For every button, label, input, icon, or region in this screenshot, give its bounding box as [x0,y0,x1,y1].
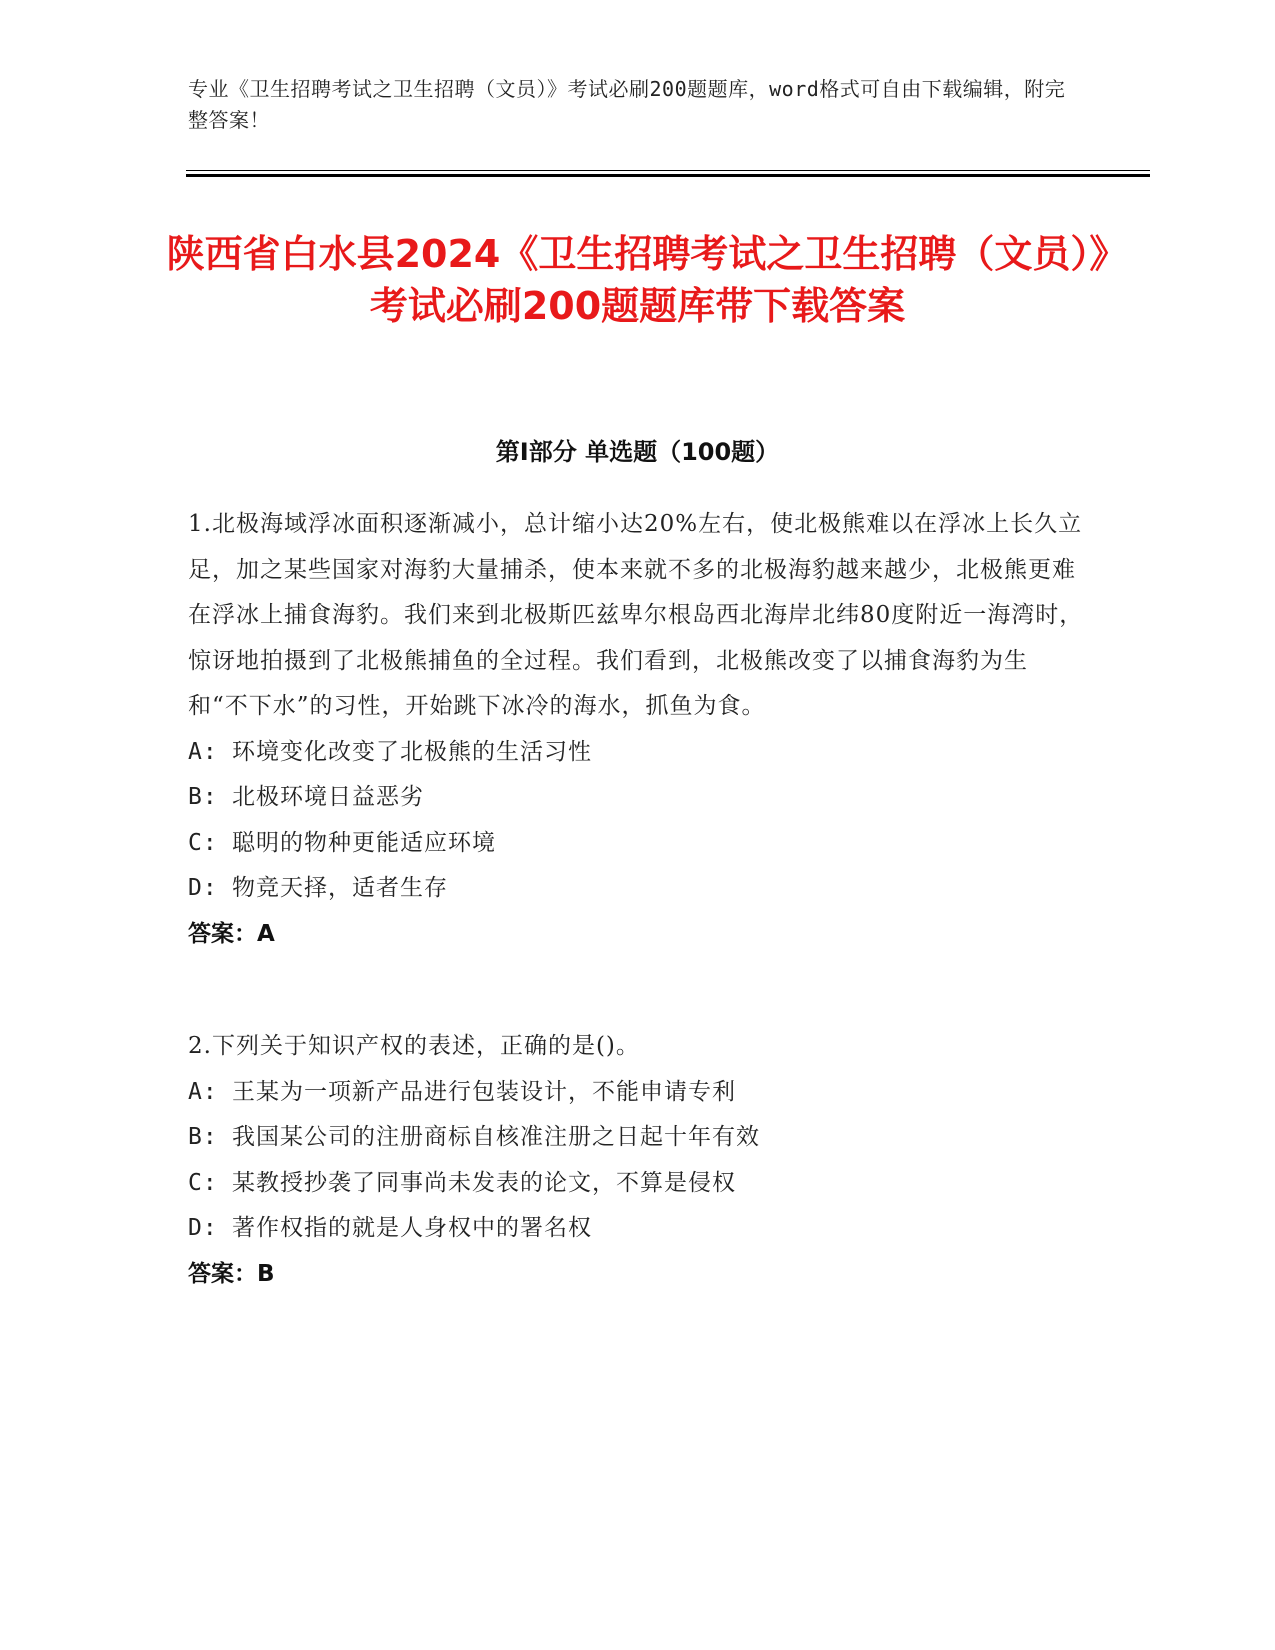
question-2 [188,1024,1088,1297]
option-letter: D: [188,875,218,901]
option-text: 物竞天择，适者生存 [232,875,448,901]
option-letter: A: [188,1078,218,1105]
answer: 答案：A [188,920,275,947]
option-text: 北极环境日益恶劣 [232,784,424,810]
answer: 答案：B [188,1260,275,1287]
option-letter: A: [188,738,218,765]
option-b [188,775,1088,821]
option-text: 聪明的物种更能适应环境 [232,829,496,856]
question-stem: 1.北极海域浮冰面积逐渐减小，总计缩小达20%左右，使北极熊难以在浮冰上长久立足，加之某些国家对海豹大量捕杀，使本来就不多的北极海豹越来越少，北极熊更难在浮冰上捕食海豹。我们来到北极斯匹兹卑尔根岛西北海岸北纬80度附近一海湾时，惊讶地拍摄到了北极熊捕鱼的全过程。我们看到，北极熊改变了以捕食海豹为生和“不下水”的习性，开始跳下冰冷的海水，抓鱼为食。 [188,511,1084,719]
option-letter: B: [188,1124,218,1150]
option-a [188,1070,1088,1116]
option-letter: B: [188,784,218,810]
section-title: 第Ⅰ部分 单选题（100题） [495,438,780,466]
option-letter: C: [188,1169,218,1196]
option-text: 某教授抄袭了同事尚未发表的论文，不算是侵权 [232,1169,736,1196]
document-title: 陕西省白水县2024《卫生招聘考试之卫生招聘（文员）》考试必刷200题题库带下载答案 [166,232,1109,328]
option-b [188,1115,1088,1161]
option-a [188,730,1088,776]
option-text: 著作权指的就是人身权中的署名权 [232,1215,592,1241]
option-c [188,821,1088,867]
header-rule-thin [186,170,1150,171]
option-d [188,866,1088,912]
header-note: 专业《卫生招聘考试之卫生招聘（文员）》考试必刷200题题库，word格式可自由下载编辑，附完整答案！ [188,77,1066,132]
header-rule-thick [186,174,1150,177]
option-letter: C: [188,829,218,856]
question-1 [188,502,1088,957]
question-stem: 2.下列关于知识产权的表述，正确的是()。 [188,1033,640,1059]
option-text: 我国某公司的注册商标自核准注册之日起十年有效 [232,1124,760,1150]
option-text: 王某为一项新产品进行包装设计，不能申请专利 [232,1078,736,1105]
option-letter: D: [188,1215,218,1241]
option-d [188,1206,1088,1252]
option-text: 环境变化改变了北极熊的生活习性 [232,738,592,765]
option-c [188,1161,1088,1207]
